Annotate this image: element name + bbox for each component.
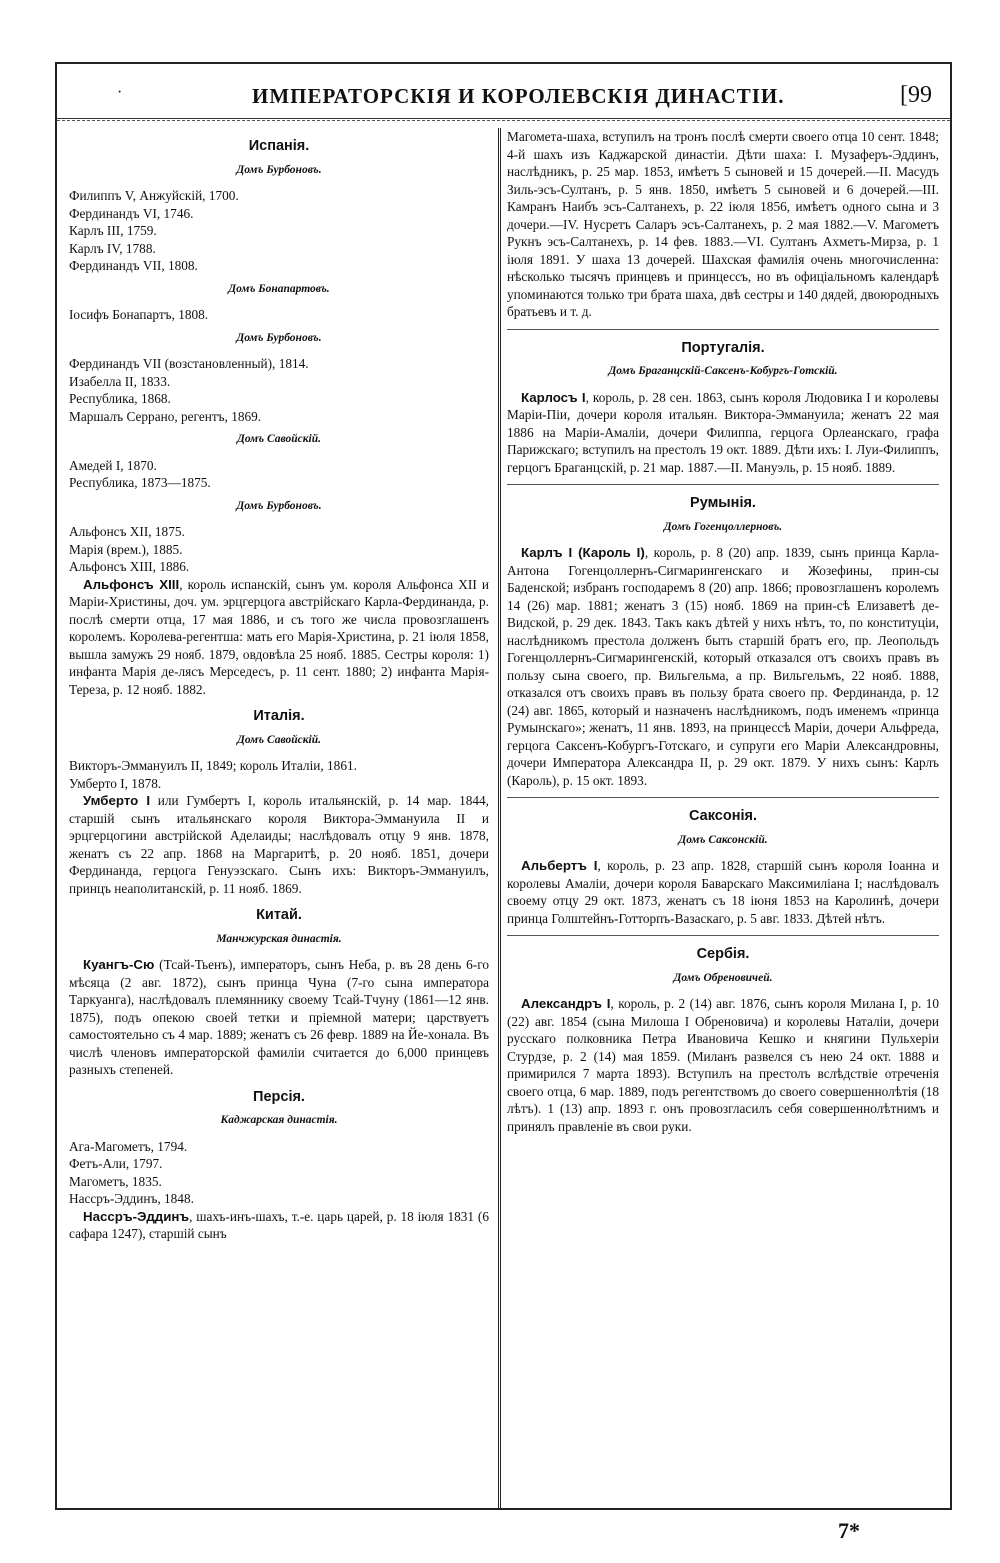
ruler-line: Альфонсъ XIII, 1886. [69,559,190,574]
section-title-persia: Персія. [253,1088,305,1105]
house-heading: Домъ Браганцскій-Саксенъ-Кобургъ-Готскій. [608,365,838,377]
house-heading: Каджарская династія. [220,1114,338,1126]
ruler-line: Марія (врем.), 1885. [69,541,183,557]
ruler-name: Нассръ-Эддинъ [83,1208,190,1224]
ruler-line: Карлъ IV, 1788. [69,240,156,256]
ruler-line: Фердинандъ VI, 1746. [69,205,194,221]
section-title-serbia: Сербія. [696,946,750,962]
ruler-line: Фердинандъ VII, 1808. [69,258,198,273]
house-heading: Домъ Савойскій. [236,433,321,445]
ruler-name: Карлъ I (Кароль I) [521,545,645,560]
page-header [57,64,950,119]
ruler-entry-portugal [507,389,939,477]
ruler-line: Республика, 1868. [69,391,171,406]
section-title-china: Китай. [256,907,302,923]
persia-continuation: Магомета-шаха, вступилъ на тронъ послѣ смерти своего отца 10 сент. 1848; 4-й шахъ изъ Каджарской династіи. Дѣти шаха: I. Музаферъ-Эддинъ, наслѣдникъ, р. 25 мар. 1853, имѣетъ 5 сыновей и 15 дочерей.—II. Масудъ Зиль-эсъ-Султанъ, р. 5 янв. 1850, имѣетъ 5 сыновей и 6 дочерей.—III. Камранъ Наибъ эсъ-Салтанехъ, р. 22 іюля 1856, имѣетъ одного сына и 3 дочери.—IV. Нусретъ Саларъ эсъ-Салтанехъ, р. 2 мая 1882.—V. Магометъ Рукнъ эсъ-Салтанехъ, р. 14 фев. 1883.—VI. Султанъ Ахметъ-Мирза, р. 1 іюля 1891. У шаха 13 дочерей. Шахская фамилія очень многочисленна: нѣсколько тысячъ принцевъ и принцессъ, но въ офиціальномъ календарѣ упоминаются только три брата шаха, двѣ сестры и 140 дядей, двоюродныхъ братьевъ и т. д. [507,129,939,319]
section-title-romania: Румынія. [690,495,756,511]
ruler-line: Альфонсъ XII, 1875. [69,524,185,539]
ruler-description: , шахъ-инъ-шахъ, т.-е. царь царей, р. 18 іюля 1831 (6 сафара 1247), старшій сынъ [69,1208,489,1241]
ruler-line: Карлъ III, 1759. [69,223,157,238]
house-heading: Домъ Бурбоновъ. [236,331,322,344]
ruler-name: Александръ I [521,996,611,1011]
house-heading: Домъ Гогенцоллерновъ. [663,520,783,533]
ruler-name: Альбертъ I [521,858,598,873]
house-heading: Домъ Обреновичей. [673,971,773,984]
ruler-line: Нассръ-Эддинъ, 1848. [69,1191,194,1206]
house-heading: Манчжурская династія. [216,932,342,945]
ruler-name: Умберто I [83,793,151,808]
section-title-spain: Испанія. [248,138,310,154]
ruler-description: или Гумбертъ I, король итальянскій, р. 14 мар. 1844, старшій сынъ итальянскаго короля Виктора-Эммануила II и эрцгерцогини австрійской Аделаиды; наслѣдовалъ отцу 9 янв. 1878, женатъ съ 22 апр. 1868 на Маргаритѣ, р. 20 нояб. 1851, дочери Фердинанда, герцога Генуэзскаго. Сынъ ихъ: Викторъ-Эммануилъ, принцъ неаполитанскій, р. 11 нояб. 1869. [69,793,489,896]
columns [57,128,950,1508]
ruler-line: Магометъ, 1835. [69,1173,162,1189]
ruler-description: , король, р. 28 сен. 1863, сынъ короля Людовика I и королевы Маріи-Піи, дочери короля итальян. Виктора-Эммануила; женатъ 22 мая 1886 на Маріи-Амаліи, дочери Филиппа, герцога Орлеанскаго, графа Парижскаго; вступилъ на престолъ 19 окт. 1889. Дѣти ихъ: I. Луи-Филиппъ, герцогъ Браганцскій, р. 21 мар. 1887.—II. Мануэль, р. 15 нояб. 1889. [507,389,939,475]
page-title: ИМПЕРАТОРСКІЯ И КОРОЛЕВСКІЯ ДИНАСТІИ. [252,84,785,108]
section-rule [507,797,939,798]
page-frame [55,62,952,1510]
ruler-description: , король, р. 8 (20) апр. 1839, сынъ принца Карла-Антона Гогенцоллернъ-Сигмарингенскаго и Жозефины, прин-сы Баденской; избранъ господаремъ 8 (20) апр. 1866; провозглашенъ королемъ 14 (26) мар. 1881; женатъ 3 (15) нояб. 1869 на прин-сѣ Елизаветѣ де-Видской, р. 29 дек. 1843. Такъ какъ дѣтей у нихъ нѣтъ, то, по конституціи, наслѣдникомъ престола долженъ быть старшій братъ его, пр. Леопольдъ Гогенцоллернъ-Сигмарингенскій, который отказался отъ своихъ правъ въ пользу сына своего, пр. Вильгельма, а пр. Вильгельмъ, 22 нояб. 1888, отказался отъ своихъ правъ въ пользу брата своего пр. Фердинанда, р. 12 (24) авг. 1865, который и назначенъ наслѣдникомъ, подъ именемъ «принца Румынскаго»; женатъ, 11 янв. 1893, на принцессѣ Маріи, дочери Альфреда, герцога Саксенъ-Кобургъ-Готскаго, и супруги его Маріи Александровны, дочери Императора Александра II, р. 29 окт. 1879. У нихъ сынъ: Карлъ (Кароль), р. 15 окт. 1893. [507,545,939,788]
house-heading: Домъ Савойскій. [236,733,321,746]
page-number: [99 [900,82,932,108]
house-heading: Домъ Саксонскій. [678,833,768,846]
ruler-line: Фетъ-Али, 1797. [69,1156,163,1171]
house-heading: Домъ Бурбоновъ. [236,163,322,176]
section-rule [507,935,939,936]
ruler-description: , король испанскій, сынъ ум. короля Альфонса XII и Маріи-Христины, доч. ум. эрцгерцога австрійскаго Карла-Фердинанда, р. послѣ смерти отца, 17 мая 1886, и съ того же числа провозглашенъ королемъ. Королева-регентша: мать его Марія-Христина, р. 21 іюля 1858, вышла замужъ 29 нояб. 1879, овдовѣла 25 нояб. 1885. Сестры короля: 1) инфанта Марія де-лясъ Мерседесъ, р. 11 сент. 1880; 2) инфанта Марія-Тереза, р. 12 нояб. 1882. [69,576,489,697]
house-heading: Домъ Бурбоновъ. [236,499,322,512]
ruler-line: Умберто I, 1878. [69,775,162,791]
house-heading: Домъ Бонапартовъ. [228,282,330,295]
ruler-entry-italy [69,792,489,897]
signature-mark: 7* [838,1518,860,1543]
ruler-description: , король, р. 2 (14) авг. 1876, сынъ короля Милана I, р. 10 (22) авг. 1854 (сына Милоша I Обреновича) и королевы Наталіи, дочери русскаго полковника Петра Ивановича Кешко и княгини Пульхеріи Стурдзе, р. 2 (14) мая 1859. (Миланъ развелся съ нею 24 окт. 1888 и примирился 7 марта 1893). Вступилъ на престолъ вслѣдствіе отреченія своего отца, 6 мар. 1889, подъ регентствомъ до своего совершеннолѣтія (18 лѣтъ). 1 (13) апр. 1893 г. онъ провозгласилъ себя совершеннолѣтнимъ и принялъ правленіе въ свои руки. [507,996,939,1134]
ruler-line: Викторъ-Эммануилъ II, 1849; король Италіи, 1861. [69,758,357,773]
ruler-line: Республика, 1873—1875. [69,475,211,490]
section-title-saxony: Саксонія. [689,808,757,824]
ruler-entry-serbia [507,995,939,1135]
header-dot: · [117,84,123,101]
ruler-name: Карлосъ I [521,389,586,405]
ruler-line: Іосифъ Бонапартъ, 1808. [69,307,209,322]
ruler-line: Маршалъ Серрано, регентъ, 1869. [69,408,262,424]
ruler-line: Изабелла II, 1833. [69,373,171,389]
ruler-line: Ага-Магометъ, 1794. [69,1138,188,1154]
right-column [507,128,939,1508]
ruler-description: (Тсай-Тьенъ), императоръ, сынъ Неба, р. въ 28 день 6-го мѣсяца (2 авг. 1872), сынъ принца Чуна (7-го сына императора Таркуанга), наслѣдовалъ племяннику своему Тсай-Тчуну (1861—12 янв. 1875), подъ опекою своей тетки и пріемной матери; царствуетъ самостоятельно съ 4 мар. 1889; женатъ съ 26 февр. 1889 на Йе-хонала. Въ числѣ членовъ императорской фамиліи считается до 6,000 принцевъ разныхъ степеней. [69,957,489,1077]
left-column [69,128,489,1508]
ruler-name: Куангъ-Сю [83,957,155,972]
ruler-line: Фердинандъ VII (возстановленный), 1814. [69,356,309,371]
ruler-line: Филиппъ V, Анжуйскій, 1700. [69,188,239,203]
column-divider [498,128,501,1508]
ruler-entry-persia [69,1208,489,1243]
ruler-entry-romania [507,544,939,789]
ruler-entry-china [69,956,489,1079]
ruler-line: Амедей I, 1870. [69,457,157,473]
ruler-entry-saxony [507,857,939,927]
section-title-italy: Италія. [253,708,305,724]
ruler-description: , король, р. 23 апр. 1828, старшій сынъ короля Іоанна и королевы Амаліи, дочери короля Баварскаго Максимиліана I; наслѣдовалъ своему отцу 29 окт. 1873, женатъ съ 18 іюня 1853 на Каролинѣ, дочери принца Голштейнъ-Готторпъ-Вазаскаго, р. 5 авг. 1833. Дѣтей нѣтъ. [507,858,939,926]
section-rule [507,484,939,485]
section-title-portugal: Португалія. [681,339,765,356]
ruler-name: Альфонсъ XIII [83,576,180,592]
ruler-entry-spain [69,576,489,699]
section-rule [507,329,939,330]
